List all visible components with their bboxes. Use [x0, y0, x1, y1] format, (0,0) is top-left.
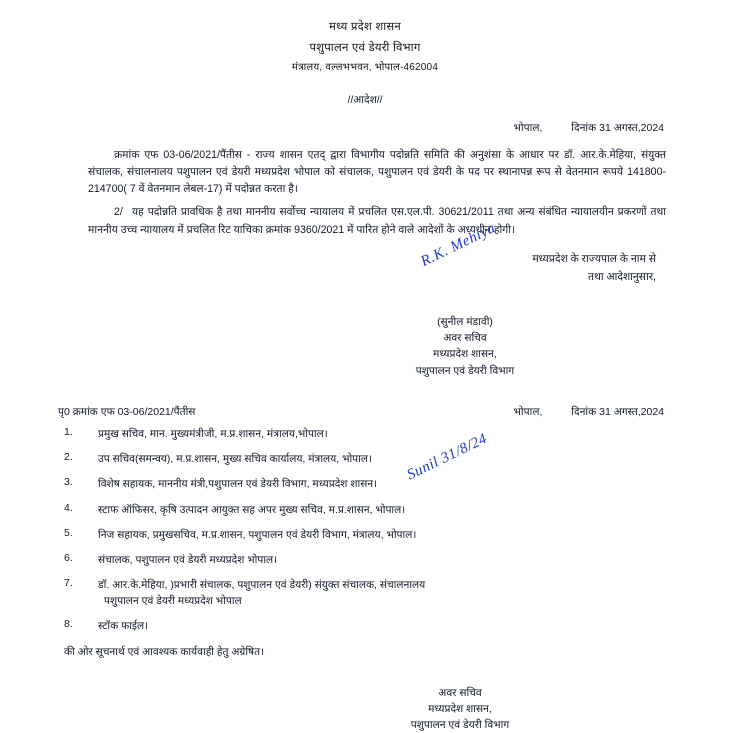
list-item-text: स्टाफ ऑफिसर, कृषि उत्पादन आयुक्त सह अपर मुख्य सचिव, म.प्र.शासन, भोपाल। — [98, 503, 406, 516]
signatory-designation: अवर सचिव — [443, 332, 487, 345]
list-item-number: 2. — [64, 451, 73, 464]
list-item-number: 5. — [64, 526, 73, 539]
paragraph-2 — [88, 204, 666, 238]
place-date-line — [52, 121, 678, 135]
list-item-number: 3. — [64, 476, 73, 489]
signatory-org-2: पशुपालन एवं डेयरी विभाग — [415, 364, 515, 377]
endorsement-place-date — [514, 405, 664, 419]
list-item — [64, 477, 678, 493]
list-item-text: स्टॉक फाईल। — [98, 620, 149, 633]
list-item-number: 6. — [64, 552, 73, 565]
list-item-text-main: डॉ. आर.के.मेहिया, )प्रभारी संचालक, पशुपालन एवं डेयरी) संयुक्त संचालक, संचालनालय — [98, 579, 426, 592]
list-item — [64, 427, 678, 443]
header-line-2: पशुपालन एवं डेयरी विभाग — [309, 41, 421, 54]
paragraph-2-number: 2/ — [114, 206, 123, 219]
date-label: दिनांक — [571, 122, 597, 134]
signature-block — [52, 314, 678, 379]
list-item-text: उप सचिव(समन्वय), म.प्र.शासन, मुख्य सचिव कार्यालय, मंत्रालय, भोपाल। — [98, 453, 372, 466]
list-item-text: निज सहायक, प्रमुखसचिव, म.प्र.शासन, पशुपालन एवं डेयरी विभाग, मंत्रालय, भोपाल। — [98, 528, 417, 541]
list-item — [64, 528, 678, 544]
handwritten-signature-top: R.K. Mehiya — [418, 220, 499, 270]
recipient-list — [52, 427, 678, 635]
paragraph-2-text: यह पदोन्नति प्रावधिक है तथा माननीय सर्वोच्च न्यायालय में प्रचलित एस.एल.पी. 30621/2011 तथा अन्य संबंधित न्यायालयीन प्रकरणों तथा माननीय उच्च न्यायालय में प्रचलित रिट याचिका क्रमांक 9360/2021 में पारित होने वाले आदेशों के अध्यधीन होगी। — [88, 206, 666, 236]
list-item-number: 4. — [64, 501, 73, 514]
list-item-text — [98, 578, 678, 610]
paragraph-1-text: क्रमांक एफ 03-06/2021/पैंतीस - राज्य शासन एतद् द्वारा विभागीय पदोन्नति समिति की अनुशंसा के आधार पर डॉ. आर.के.मेहिया, संयुक्त संचालक, संचालनालय पशुपालन एवं डेयरी मध्यप्रदेश भोपाल को संचालक, पशुपालन एवं डेयरी के पद पर स्थानापन्न रूप से वेतनमान रूपये 141800-214700( 7 वें वेतनमान लेबल-17) में पदोन्नत करता है। — [88, 149, 666, 196]
signatory-name: (सुनील मंडावी) — [437, 315, 493, 328]
endorsement-place: भोपाल, — [513, 405, 543, 418]
endorsement-reference: पृ0 क्रमांक एफ 03-06/2021/पैंतीस — [58, 405, 196, 418]
list-item — [64, 452, 678, 468]
list-item-text: प्रमुख सचिव, मान. मुख्यमंत्रीजी, म.प्र.शासन, मंत्रालय,भोपाल। — [98, 427, 328, 440]
forwarding-note: की ओर सूचनार्थ एवं आवश्यक कार्यवाही हेतु अग्रेषित। — [64, 645, 265, 658]
document-body — [52, 0, 678, 732]
list-item — [64, 503, 678, 519]
signatory-org-1: मध्यप्रदेश शासन, — [433, 348, 497, 361]
endorsement-date-label: दिनांक — [571, 405, 597, 418]
list-item-text: विशेष सहायक, माननीय मंत्री,पशुपालन एवं डेयरी विभाग, मध्यप्रदेश शासन। — [98, 478, 378, 491]
list-item-number: 8. — [64, 618, 73, 631]
endorsement-row — [52, 405, 678, 419]
footer-org-2: पशुपालन एवं डेयरी विभाग — [410, 719, 510, 732]
place-text: भोपाल, — [513, 122, 543, 134]
paragraph-1 — [88, 147, 666, 198]
list-item-text: संचालक, पशुपालन एवं डेयरी मध्यप्रदेश भोपाल। — [98, 554, 278, 567]
list-item-text-continued: पशुपालन एवं डेयरी मध्यप्रदेश भोपाल — [104, 595, 242, 608]
date-value: 31 अगस्त,2024 — [599, 122, 664, 134]
header-line-1: मध्य प्रदेश शासन — [329, 21, 401, 33]
order-body — [52, 147, 678, 239]
closing-line-1: मध्यप्रदेश के राज्यपाल के नाम से — [532, 252, 656, 265]
endorsement-date: 31 अगस्त,2024 — [599, 405, 664, 418]
order-label: //आदेश// — [347, 94, 383, 106]
footer-org-1: मध्यप्रदेश शासन, — [428, 702, 492, 715]
closing-line-2: तथा आदेशानुसार, — [588, 270, 656, 283]
list-item — [64, 553, 678, 569]
handwritten-signature-bottom: Sunil 31/8/24 — [404, 430, 490, 484]
list-item-number: 1. — [64, 425, 73, 438]
list-item-number: 7. — [64, 577, 73, 590]
footer-signature-block — [52, 685, 678, 733]
list-item — [64, 619, 678, 635]
header-line-3: मंत्रालय, वल्लभभवन, भोपाल-462004 — [291, 62, 439, 73]
footer-designation: अवर सचिव — [438, 686, 482, 699]
list-item — [64, 578, 678, 610]
